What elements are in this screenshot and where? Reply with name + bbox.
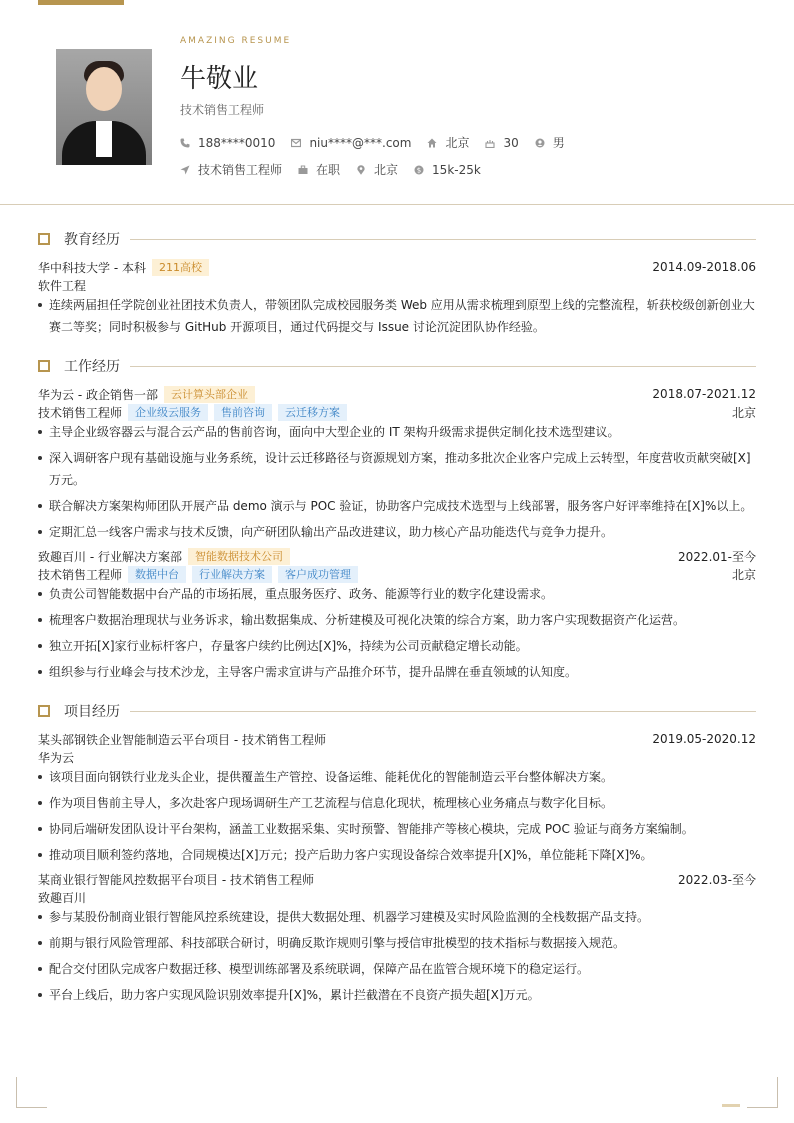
project-2-org-row	[38, 888, 756, 906]
target-city-item	[356, 161, 398, 178]
project-org: 华为云	[38, 750, 75, 765]
section-marker-icon	[38, 360, 50, 372]
status-value: 在职	[316, 163, 341, 177]
project-period: 2022.03-至今	[678, 872, 756, 887]
gender-value: 男	[552, 136, 565, 150]
education-header	[38, 258, 756, 276]
gender-item	[535, 134, 565, 151]
work-bullet: 梳理客户数据治理现状与业务诉求，输出数据集成、分析建模及可视化决策的综合方案，助力客户实现数据资产化运营。	[38, 609, 756, 631]
work-bullet: 定期汇总一线客户需求与技术反馈，向产研团队输出产品改进建议，助力核心产品功能迭代与竞争力提升。	[38, 521, 756, 543]
age-value: 30	[503, 135, 519, 150]
project-title: 某头部钢铁企业智能制造云平台项目 - 技术销售工程师	[38, 732, 326, 747]
candidate-job-title: 技术销售工程师	[180, 103, 265, 117]
corner-decoration-left	[16, 1077, 47, 1108]
work-bullet: 深入调研客户现有基础设施与业务系统，设计云迁移路径与资源规划方案，推动多批次企业客户完成上云转型，年度营收贡献突破[X] 万元。	[38, 447, 756, 491]
project-2-header	[38, 870, 756, 888]
company-tag: 智能数据技术公司	[188, 548, 290, 565]
skill-tag: 数据中台	[128, 566, 186, 583]
location-pin-icon	[356, 165, 366, 175]
email-value: niu****@***.com	[309, 135, 412, 150]
svg-text:$: $	[416, 166, 422, 175]
money-icon	[414, 165, 424, 175]
phone-value: 188****0010	[198, 135, 276, 150]
section-marker-icon	[38, 705, 50, 717]
header-divider	[0, 204, 794, 205]
company-name: 华为云 - 政企销售一部	[38, 387, 158, 402]
top-accent-bar	[38, 0, 124, 5]
work-period: 2018.07-2021.12	[652, 387, 756, 401]
skill-tag: 客户成功管理	[278, 566, 358, 583]
section-rule	[130, 239, 756, 240]
section-title: 工作经历	[64, 359, 120, 375]
work-2-role-row	[38, 565, 756, 583]
company-tag: 云计算头部企业	[164, 386, 255, 403]
project-bullet: 作为项目售前主导人，多次赴客户现场调研生产工艺流程与信息化现状，梳理核心业务痛点与数字化目标。	[38, 792, 756, 814]
project-bullet: 配合交付团队完成客户数据迁移、模型训练部署及系统联调，保障产品在监管合规环境下的稳定运行。	[38, 958, 756, 980]
target-position-item	[180, 161, 282, 178]
skill-tag: 企业级云服务	[128, 404, 208, 421]
section-work	[38, 357, 756, 375]
section-title: 项目经历	[64, 704, 120, 720]
project-1-header	[38, 730, 756, 748]
role: 技术销售工程师	[38, 405, 123, 420]
section-education	[38, 230, 756, 248]
section-marker-icon	[38, 233, 50, 245]
education-period: 2014.09-2018.06	[652, 260, 756, 274]
major: 软件工程	[38, 278, 87, 293]
work-period: 2022.01-至今	[678, 549, 756, 564]
city-item	[427, 134, 469, 151]
target-position-value: 技术销售工程师	[198, 163, 283, 177]
project-bullet: 推动项目顺利签约落地，合同规模达[X]万元；投产后助力客户实现设备综合效率提升[X]%，单位能耗下降[X]%。	[38, 844, 756, 866]
education-major-row	[38, 276, 756, 294]
status-item	[298, 161, 340, 178]
mail-icon	[291, 138, 301, 148]
section-rule	[130, 366, 756, 367]
work-bullet: 组织参与行业峰会与技术沙龙，主导客户需求宣讲与产品推介环节，提升品牌在垂直领域的认知度。	[38, 661, 756, 683]
work-bullet: 独立开拓[X]家行业标杆客户，存量客户续约比例达[X]%，持续为公司贡献稳定增长动能。	[38, 635, 756, 657]
skill-tag: 行业解决方案	[192, 566, 272, 583]
candidate-name: 牛敬业	[180, 64, 259, 94]
section-title: 教育经历	[64, 232, 120, 248]
city-value: 北京	[445, 136, 470, 150]
email-item	[291, 136, 411, 150]
phone-icon	[180, 138, 190, 148]
user-icon	[535, 138, 545, 148]
age-item	[485, 136, 518, 150]
role: 技术销售工程师	[38, 567, 123, 582]
skill-tag: 云迁移方案	[278, 404, 347, 421]
work-bullet: 负责公司智能数据中台产品的市场拓展，重点服务医疗、政务、能源等行业的数字化建设需求。	[38, 583, 756, 605]
resume-eyebrow: AMAZING RESUME	[180, 36, 292, 46]
project-bullet: 该项目面向钢铁行业龙头企业，提供覆盖生产管控、设备运维、能耗优化的智能制造云平台整体解决方案。	[38, 766, 756, 788]
project-1-org-row	[38, 748, 756, 766]
profile-photo	[56, 49, 152, 165]
salary-item	[414, 163, 481, 177]
project-bullet: 协同后端研发团队设计平台架构，涵盖工业数据采集、实时预警、智能排产等核心模块，完成 POC 验证与商务方案编制。	[38, 818, 756, 840]
salary-value: 15k-25k	[432, 162, 481, 177]
work-2-header	[38, 547, 756, 565]
job-intent-row	[180, 161, 497, 178]
work-bullet: 联合解决方案架构师团队开展产品 demo 演示与 POC 验证，协助客户完成技术选型与上线部署，服务客户好评率维持在[X]%以上。	[38, 495, 756, 517]
school-name: 华中科技大学 - 本科	[38, 260, 146, 275]
work-1-header	[38, 385, 756, 403]
cake-icon	[485, 138, 495, 148]
project-bullet: 前期与银行风险管理部、科技部联合研讨，明确反欺诈规则引擎与授信审批模型的技术指标与数据接入规范。	[38, 932, 756, 954]
home-icon	[427, 138, 437, 148]
work-bullet: 主导企业级容器云与混合云产品的售前咨询，面向中大型企业的 IT 架构升级需求提供定制化技术选型建议。	[38, 421, 756, 443]
section-rule	[130, 711, 756, 712]
briefcase-icon	[298, 165, 308, 175]
project-org: 致趣百川	[38, 890, 87, 905]
work-location: 北京	[731, 567, 756, 582]
contact-row	[180, 134, 581, 151]
bottom-accent-bar	[722, 1104, 740, 1107]
company-name: 致趣百川 - 行业解决方案部	[38, 549, 182, 564]
school-tag: 211高校	[152, 259, 209, 276]
project-bullet: 参与某股份制商业银行智能风控系统建设，提供大数据处理、机器学习建模及实时风险监测的全栈数据产品支持。	[38, 906, 756, 928]
education-bullet: 连续两届担任学院创业社团技术负责人，带领团队完成校园服务类 Web 应用从需求梳理到原型上线的完整流程，斩获校级创新创业大 赛二等奖；同时积极参与 GitHub 开源项目，通过代码提交与 Issue 讨论沉淀团队协作经验。	[38, 294, 756, 338]
target-city-value: 北京	[374, 163, 399, 177]
send-icon	[180, 165, 190, 175]
skill-tag: 售前咨询	[214, 404, 272, 421]
work-location: 北京	[731, 405, 756, 420]
work-1-role-row	[38, 403, 756, 421]
corner-decoration-right	[747, 1077, 778, 1108]
project-period: 2019.05-2020.12	[652, 732, 756, 746]
project-title: 某商业银行智能风控数据平台项目 - 技术销售工程师	[38, 872, 314, 887]
project-bullet: 平台上线后，助力客户实现风险识别效率提升[X]%，累计拦截潜在不良资产损失超[X]万元。	[38, 984, 756, 1006]
phone-item	[180, 136, 275, 150]
section-projects	[38, 702, 756, 720]
